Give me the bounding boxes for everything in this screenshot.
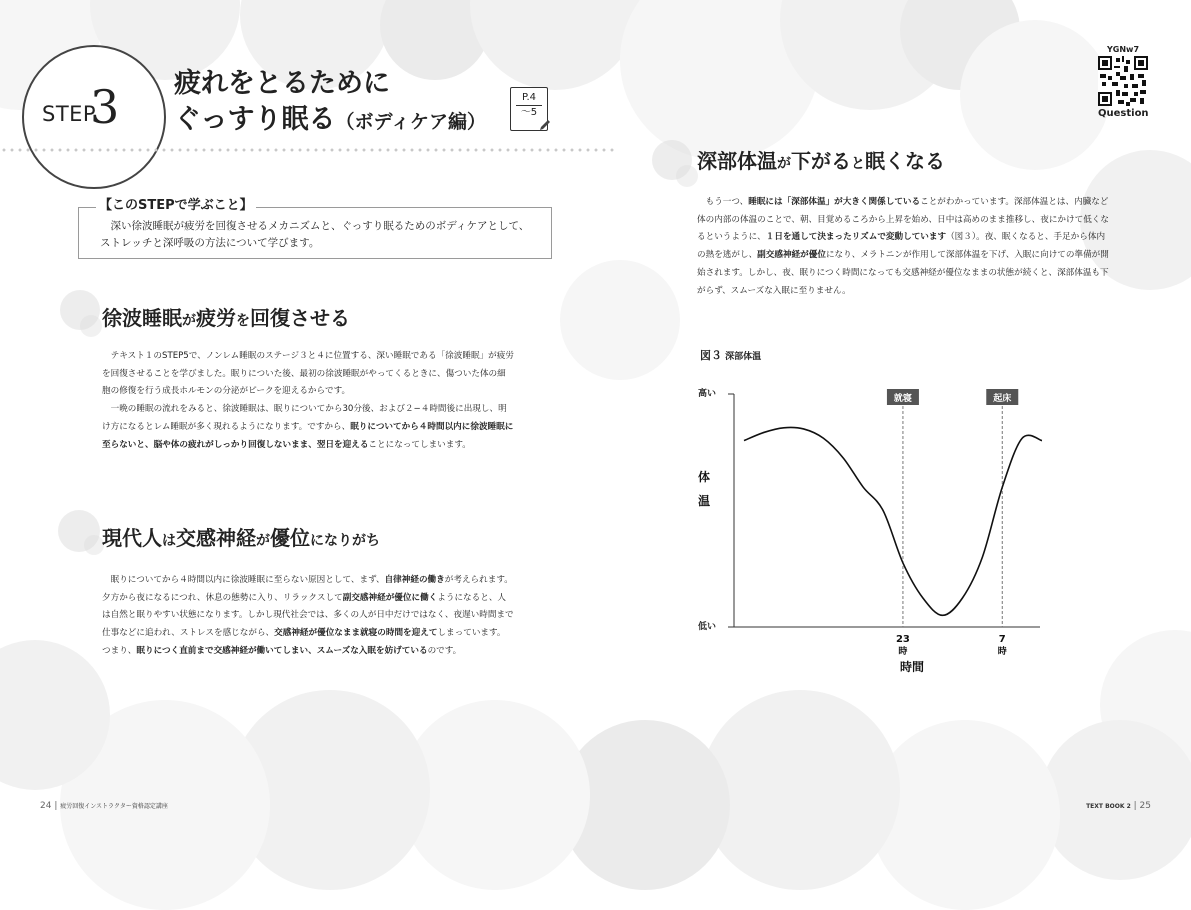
marker-label: 就寝	[893, 394, 912, 404]
footer-left: 24 | 疲労回復インストラクター資格認定講座	[40, 801, 168, 811]
bg-circle	[470, 0, 640, 90]
heading-blob	[84, 535, 104, 555]
figure-title: 深部体温	[725, 352, 762, 362]
heading-part: 回復させる	[250, 306, 350, 330]
heading-part: 優位	[270, 526, 310, 550]
heading-part: になりがち	[310, 533, 380, 549]
event-markers	[887, 389, 1018, 657]
step-word: STEP	[42, 102, 97, 126]
y-axis-label	[698, 469, 710, 508]
qr-caption: Question	[1098, 108, 1149, 119]
bold-text: 自律神経の働き	[384, 575, 445, 585]
marker-label: 起床	[993, 394, 1012, 404]
text-run: しまっています。つまり、	[102, 628, 506, 656]
page-number-left: 24	[40, 801, 52, 811]
bg-circle	[1040, 720, 1191, 880]
dotted-divider	[0, 148, 615, 152]
book-ref-page: P.4	[521, 92, 536, 103]
y-axis-label-char: 体	[698, 470, 711, 484]
step-number: 3	[90, 80, 120, 134]
section1-body	[102, 348, 514, 454]
x-tick-unit: 時	[997, 647, 1007, 657]
core-temperature-chart	[690, 380, 1050, 680]
heading-part: は	[162, 533, 176, 549]
heading-part: が	[256, 533, 270, 549]
y-axis-label-char: 温	[698, 494, 711, 508]
paragraph	[697, 194, 1112, 300]
bg-circle	[870, 720, 1060, 910]
section-heading-core-temp	[697, 145, 945, 174]
bold-text: １日を通して決まったリズムで変動しています	[765, 232, 947, 243]
temperature-series-line	[744, 427, 1042, 615]
page-number-right: 25	[1139, 801, 1151, 811]
learning-goal-label: 【このSTEPで学ぶこと】	[96, 194, 256, 213]
qr-code-icon[interactable]	[1098, 56, 1148, 106]
text-run: ようになると、人は自然と眠りやすい状態になります。しかし現代社会では、多くの人が日中だけではなく、夜遅い時間まで仕事などに追われ、ストレスを感じながら、	[102, 592, 514, 639]
section-heading-slow-wave	[102, 302, 350, 331]
bold-text: 副交感神経が優位	[757, 250, 826, 261]
bold-text: 眠りについてから４時間以内に徐波睡眠に至らないと、脳や体の疲れがしっかり回復しないまま、翌日を迎える	[102, 421, 514, 450]
pencil-icon	[538, 118, 552, 132]
learning-goal-text: 深い徐波睡眠が疲労を回復させるメカニズムと、ぐっすり眠るためのボディケアとして、ストレッチと深呼吸の方法について学びます。	[100, 220, 530, 249]
paragraph	[102, 401, 514, 454]
footer-textbook-label: TEXT BOOK 2	[1086, 803, 1131, 810]
x-axis-label: 時間	[899, 660, 925, 674]
text-run: 一晩の睡眠の流れをみると、徐波睡眠は、眠りについてから30分後、および２−４時間後に出現し、明け方になるとレム睡眠が多く現れるようになります。ですから、	[102, 404, 507, 432]
text-run: もう一つ、	[705, 197, 749, 207]
section2-body	[102, 572, 514, 661]
text-run: になり、メラトニンが作用して深部体温を下げ、入眠に向けての準備が開始されます。しかし、夜、眠りにつく時間になっても交感神経が優位なままの状態が続くと、深部体温も下がらず、スムーズな入眠に至りません。	[697, 250, 1109, 296]
bold-text: 眠りにつく直前まで交感神経が働いてしまい、スムーズな入眠を妨げている	[136, 645, 428, 656]
heading-blob	[80, 315, 102, 337]
bold-text: 睡眠には「深部体温」が大きく関係している	[748, 197, 921, 207]
heading-part: と	[851, 156, 865, 172]
text-run: 眠りについてから４時間以内に徐波睡眠に至らない原因として、まず、	[110, 575, 385, 585]
heading-part: 疲労	[196, 306, 236, 330]
heading-part: が	[777, 156, 791, 172]
heading-part: を	[236, 313, 250, 329]
text-run: ことがわかっています。深部体温とは、内臓など体の内部の体温のことで、朝、目覚めるころから上昇を始め、日中は高めのまま推移し、夜にかけて低くなるというように、	[697, 197, 1109, 243]
bold-text: 副交感神経が優位に働く	[342, 592, 438, 603]
title-line1: 疲れをとるために	[174, 68, 390, 99]
footer-book-title: 疲労回復インストラクター資格認定講座	[60, 803, 168, 810]
text-run: が考えられます。夕方から夜になるにつれ、休息の態勢に入り、リラックスして	[102, 575, 513, 603]
y-low-label: 低い	[698, 622, 717, 632]
figure-label	[700, 347, 761, 363]
figure-number: 図３	[700, 349, 722, 362]
bg-circle	[560, 260, 680, 380]
x-tick-unit: 時	[898, 647, 908, 657]
bold-text: 交感神経が優位なまま就寝の時間を迎えて	[274, 628, 438, 639]
qr-code-id: YGNw7	[1107, 45, 1140, 54]
text-run: （図３）。夜、眠くなると、手足から体内の熱を逃がし、	[697, 232, 1106, 261]
heading-part: が	[182, 313, 196, 329]
x-tick-label: 23	[895, 634, 910, 645]
page-title	[174, 66, 486, 140]
text-run: のです。	[427, 645, 462, 656]
text-run: ことになってしまいます。	[368, 439, 471, 450]
heading-part: 下がる	[791, 149, 851, 173]
heading-blob	[676, 165, 698, 187]
paragraph	[102, 572, 514, 661]
bg-circle	[960, 20, 1110, 170]
bg-circle	[700, 690, 900, 890]
paragraph: テキスト１のSTEP5で、ノンレム睡眠のステージ３と４に位置する、深い睡眠である「徐波睡眠」が疲労を回復させることを学びました。眠りについた後、最初の徐波睡眠がやってくるときに、傷ついた体の細胞の修復を行う成長ホルモンの分泌がピークを迎えるからです。	[102, 351, 514, 397]
heading-part: 徐波睡眠	[102, 306, 182, 330]
heading-part: 交感神経	[176, 526, 256, 550]
section-heading-sympathetic	[102, 522, 380, 551]
heading-part: 眠くなる	[865, 149, 945, 173]
heading-part: 深部体温	[697, 149, 777, 173]
footer-right: TEXT BOOK 2 | 25	[1086, 801, 1151, 811]
title-line2: ぐっすり眠る	[174, 104, 336, 135]
x-tick-label: 7	[998, 634, 1006, 645]
section3-body	[697, 194, 1112, 300]
y-high-label: 高い	[698, 389, 717, 399]
book-ref-range: 〜5	[520, 107, 538, 118]
title-sub: （ボディケア編）	[335, 111, 486, 133]
heading-part: 現代人	[102, 526, 162, 550]
